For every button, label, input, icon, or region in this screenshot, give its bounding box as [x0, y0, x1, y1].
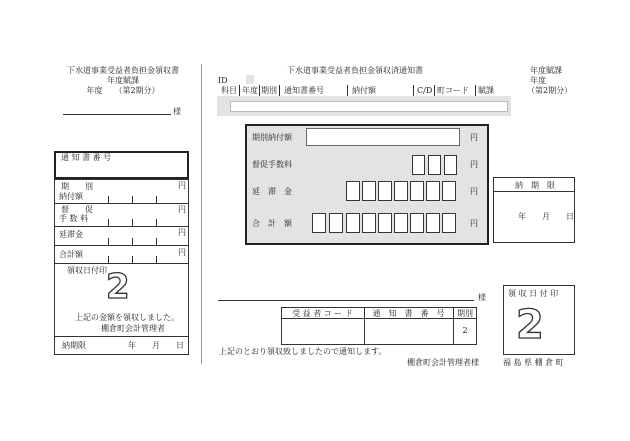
receipt-tesuryo-label: 手 数 料: [59, 214, 89, 223]
entai-digit: [410, 181, 424, 201]
row-line: [54, 245, 189, 246]
receipt-kibetsu-label: 期 別: [61, 182, 93, 191]
total-digit: [410, 213, 424, 233]
notice-tesuryo-label: 督促手数料: [252, 160, 292, 169]
receipt-sama: 様: [173, 107, 181, 116]
col-kibetsu: 期別: [261, 86, 277, 95]
col-nofu: 納付額: [352, 86, 376, 95]
receipt-notice-number-label: 通 知 書 番 号: [61, 153, 112, 162]
entai-digit: [378, 181, 392, 201]
receipt-stamp-number: 2: [106, 267, 130, 307]
notice-amount-field: [306, 128, 460, 146]
tick: [108, 238, 109, 245]
col-sep: [239, 85, 240, 96]
col-sep: [413, 85, 414, 96]
row-line: [54, 203, 189, 204]
tick: [156, 256, 157, 263]
receipt-entai-label: 延滞金: [59, 230, 83, 239]
col-sep: [347, 85, 348, 96]
notice-deadline-label: 納 期 限: [515, 181, 555, 190]
total-digit: [378, 213, 392, 233]
total-digit: [362, 213, 376, 233]
col-nendo: 年度: [242, 86, 258, 95]
total-digit: [329, 213, 343, 233]
notice-entai-label: 延 滞 金: [252, 187, 292, 196]
tick: [108, 256, 109, 263]
notice-right-period: （第2期分）: [527, 86, 573, 95]
col-sep: [259, 85, 260, 96]
receipt-tokusoku-label: 督 促: [61, 205, 93, 214]
entai-digit: [394, 181, 408, 201]
notice-right-year2: 年度: [530, 76, 546, 85]
entai-digit: [362, 181, 376, 201]
notice-town: 福 島 県 棚 倉 町: [503, 358, 564, 367]
receipt-deadline-date: 年 月 日: [128, 341, 184, 350]
tick: [156, 196, 157, 203]
notice-right-year: 年度賦課: [530, 66, 562, 75]
col-machi-code: 町コード: [437, 86, 469, 95]
tick: [156, 219, 157, 226]
tick: [108, 219, 109, 226]
col-cd: C/D: [417, 86, 433, 95]
receipt-stamp-label: 領収日付印: [67, 266, 107, 275]
tick: [132, 238, 133, 245]
notice-sama: 様: [478, 293, 486, 302]
notice-stamp-number: 2: [516, 302, 544, 348]
total-digit: [346, 213, 360, 233]
tick: [156, 238, 157, 245]
entai-digit: [442, 181, 456, 201]
receipt-issuer: 棚倉町会計管理者: [101, 324, 165, 333]
receipt-name-line: [63, 114, 171, 115]
total-digit: [442, 213, 456, 233]
beneficiary-code-label: 受 益 者 コ ー ド: [292, 309, 353, 318]
notice-deadline-date: 年 月 日: [518, 212, 574, 221]
col-tsuchisho: 通知書番号: [284, 86, 324, 95]
tesuryo-digit: [428, 155, 441, 175]
receipt-yen-4: 円: [178, 248, 186, 257]
entai-digit: [346, 181, 360, 201]
notice-yen-4: 円: [470, 219, 478, 228]
receipt-yen-1: 円: [178, 181, 186, 190]
tick: [132, 196, 133, 203]
receipt-title: 下水道事業受益者負担金領収書: [67, 66, 179, 75]
col-sep: [279, 85, 280, 96]
notice-yen-3: 円: [470, 187, 478, 196]
total-digit: [312, 213, 326, 233]
receipt-total-label: 合計額: [59, 250, 83, 259]
notice-yen-1: 円: [470, 133, 478, 142]
receipt-deadline-label: 納期限: [62, 341, 86, 350]
col-sep: [434, 85, 435, 96]
tick: [108, 196, 109, 203]
row-line: [54, 226, 189, 227]
tesuryo-digit: [412, 155, 425, 175]
tick: [132, 256, 133, 263]
col-sep: [475, 85, 476, 96]
row-line: [54, 336, 189, 337]
col-fuka: 賦課: [478, 86, 494, 95]
code-table-kibetsu-value: 2: [462, 326, 468, 335]
receipt-subtitle: 年度賦課: [107, 76, 139, 85]
tesuryo-digit: [444, 155, 457, 175]
receipt-received-text: 上記の金額を領収しました。: [75, 313, 179, 322]
notice-total-label: 合 計 額: [252, 219, 292, 228]
receipt-nofu-label: 納付額: [59, 192, 83, 201]
entai-digit: [426, 181, 440, 201]
notice-id-label: ID: [218, 76, 228, 85]
row-line: [54, 263, 189, 264]
total-digit: [394, 213, 408, 233]
total-digit: [426, 213, 440, 233]
notice-name-line: [218, 300, 474, 301]
receipt-yen-3: 円: [178, 228, 186, 237]
receipt-period: 年度 （第2期分）: [86, 86, 160, 95]
notice-issuer: 棚倉町会計管理者様: [407, 358, 479, 367]
code-table-notice-no-label: 通 知 書 番 号: [372, 309, 445, 318]
notice-ocr-field: [230, 101, 508, 112]
code-table-kibetsu-label: 期別: [457, 309, 473, 318]
notice-footer-text: 上記のとおり領収致しましたので通知します。: [219, 347, 387, 356]
notice-amount-label: 期別納付額: [252, 133, 292, 142]
notice-yen-2: 円: [470, 160, 478, 169]
col-kamoku: 科目: [221, 86, 237, 95]
receipt-yen-2: 円: [178, 205, 186, 214]
tick: [132, 219, 133, 226]
deadline-divider: [493, 191, 575, 192]
perforation-line: [201, 64, 202, 364]
notice-title: 下水道事業受益者負担金領収済通知書: [287, 66, 423, 75]
notice-id-field: [246, 75, 254, 84]
notice-stamp-label: 領 収 日 付 印: [508, 289, 559, 298]
